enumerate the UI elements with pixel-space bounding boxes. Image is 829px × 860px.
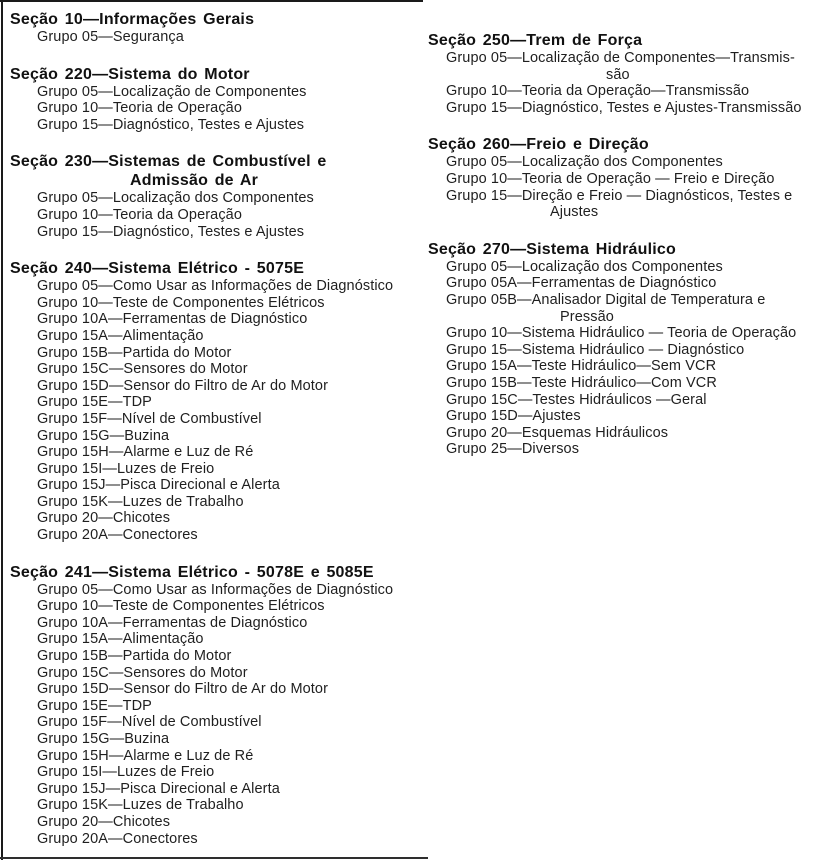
group-item: Grupo 10—Teoria de Operação — [37, 100, 243, 117]
group-item: Grupo 15F—Nível de Combustível — [37, 410, 262, 427]
group-item: Grupo 15D—Ajustes — [446, 408, 581, 425]
group-item: Grupo 15B—Partida do Motor — [37, 344, 232, 361]
group-item: Grupo 20—Esquemas Hidráulicos — [446, 424, 669, 441]
group-item: Grupo 10A—Ferramentas de Diagnóstico — [37, 311, 308, 328]
group-item: Grupo 05—Localização dos Componentes — [446, 258, 723, 275]
toc-section-block — [428, 240, 827, 458]
group-item: Grupo 05B—Analisador Digital de Temperatura e — [446, 291, 766, 308]
group-item: Grupo 15H—Alarme e Luz de Ré — [37, 747, 254, 764]
group-item: Grupo 05—Localização de Componentes — [37, 83, 307, 100]
section-heading: Seção 250—Trem de Força — [428, 32, 643, 49]
group-item: Grupo 15H—Alarme e Luz de Ré — [37, 444, 254, 461]
toc-section-block — [10, 259, 424, 544]
group-item: Grupo 15C—Testes Hidráulicos —Geral — [446, 391, 707, 408]
toc-section-block — [10, 152, 424, 240]
group-item: Grupo 10—Teste de Componentes Elétricos — [37, 598, 325, 615]
group-item: Grupo 15A—Alimentação — [37, 631, 204, 648]
group-item: Grupo 10—Teste de Componentes Elétricos — [37, 294, 325, 311]
group-item-cont: Ajustes — [550, 204, 599, 221]
group-item: Grupo 25—Diversos — [446, 441, 580, 458]
group-item-cont: são — [606, 66, 630, 83]
group-item: Grupo 15—Sistema Hidráulico — Diagnóstico — [446, 341, 745, 358]
group-item: Grupo 05—Localização dos Componentes — [446, 154, 723, 171]
group-item: Grupo 10A—Ferramentas de Diagnóstico — [37, 614, 308, 631]
group-item: Grupo 10—Teoria da Operação — [37, 206, 243, 223]
group-item: Grupo 10—Teoria de Operação — Freio e Direção — [446, 170, 775, 187]
group-item: Grupo 15—Diagnóstico, Testes e Ajustes — [37, 223, 305, 240]
group-item: Grupo 15F—Nível de Combustível — [37, 714, 262, 731]
toc-column-right — [428, 0, 827, 458]
group-item: Grupo 20—Chicotes — [37, 813, 171, 830]
group-item: Grupo 15B—Teste Hidráulico—Com VCR — [446, 374, 717, 391]
page-border-bottom — [0, 857, 428, 859]
group-item: Grupo 15—Diagnóstico, Testes e Ajustes-Transmissão — [446, 99, 802, 116]
group-item: Grupo 05A—Ferramentas de Diagnóstico — [446, 275, 717, 292]
group-item: Grupo 05—Localização de Componentes—Transmis- — [446, 50, 795, 66]
group-item: Grupo 05—Localização dos Componentes — [37, 190, 314, 207]
group-item: Grupo 15I—Luzes de Freio — [37, 764, 215, 781]
group-item: Grupo 15A—Alimentação — [37, 327, 204, 344]
group-item: Grupo 15A—Teste Hidráulico—Sem VCR — [446, 358, 717, 375]
group-item: Grupo 15I—Luzes de Freio — [37, 460, 215, 477]
section-heading: Seção 270—Sistema Hidráulico — [428, 240, 676, 258]
group-item: Grupo 15C—Sensores do Motor — [37, 361, 248, 378]
section-heading: Seção 220—Sistema do Motor — [10, 65, 250, 83]
group-item: Grupo 15E—TDP — [37, 697, 152, 714]
group-item: Grupo 10—Sistema Hidráulico — Teoria de Operação — [446, 325, 797, 342]
group-item: Grupo 15B—Partida do Motor — [37, 648, 232, 665]
group-item: Grupo 15—Diagnóstico, Testes e Ajustes — [37, 116, 305, 133]
group-item: Grupo 15G—Buzina — [37, 427, 170, 444]
group-item: Grupo 15D—Sensor do Filtro de Ar do Motor — [37, 681, 329, 698]
group-item-cont: Pressão — [560, 308, 614, 325]
group-item: Grupo 15K—Luzes de Trabalho — [37, 797, 244, 814]
section-heading-cont: Admissão de Ar — [130, 172, 259, 190]
section-heading: Seção 240—Sistema Elétrico - 5075E — [10, 260, 305, 278]
group-item: Grupo 15K—Luzes de Trabalho — [37, 493, 244, 510]
section-heading: Seção 230—Sistemas de Combustível e — [10, 153, 327, 171]
toc-section-block — [428, 31, 827, 116]
toc-column-left — [10, 0, 424, 847]
group-item: Grupo 20A—Conectores — [37, 830, 198, 847]
group-item: Grupo 15J—Pisca Direcional e Alerta — [37, 780, 280, 797]
group-item: Grupo 15E—TDP — [37, 394, 152, 411]
group-item: Grupo 15G—Buzina — [37, 731, 170, 747]
group-item: Grupo 10—Teoria da Operação—Transmissão — [446, 83, 750, 100]
page-border-left — [1, 0, 3, 860]
group-item: Grupo 05—Como Usar as Informações de Diagnóstico — [37, 278, 394, 295]
group-item: Grupo 15C—Sensores do Motor — [37, 664, 248, 681]
section-heading: Seção 10—Informações Gerais — [10, 11, 255, 28]
section-heading: Seção 260—Freio e Direção — [428, 136, 649, 154]
group-item: Grupo 05—Como Usar as Informações de Diagnóstico — [37, 581, 394, 598]
group-item: Grupo 15—Direção e Freio — Diagnósticos, Testes e — [446, 187, 793, 204]
toc-section-block — [10, 65, 424, 134]
group-item: Grupo 05—Segurança — [37, 29, 184, 45]
group-item: Grupo 15D—Sensor do Filtro de Ar do Motor — [37, 377, 329, 394]
group-item: Grupo 20—Chicotes — [37, 510, 171, 527]
toc-section-block — [10, 563, 424, 848]
section-heading: Seção 241—Sistema Elétrico - 5078E e 5085E — [10, 563, 374, 581]
toc-section-block — [428, 135, 827, 220]
group-item: Grupo 20A—Conectores — [37, 527, 198, 544]
group-item: Grupo 15J—Pisca Direcional e Alerta — [37, 477, 280, 494]
toc-section-block — [10, 10, 424, 46]
